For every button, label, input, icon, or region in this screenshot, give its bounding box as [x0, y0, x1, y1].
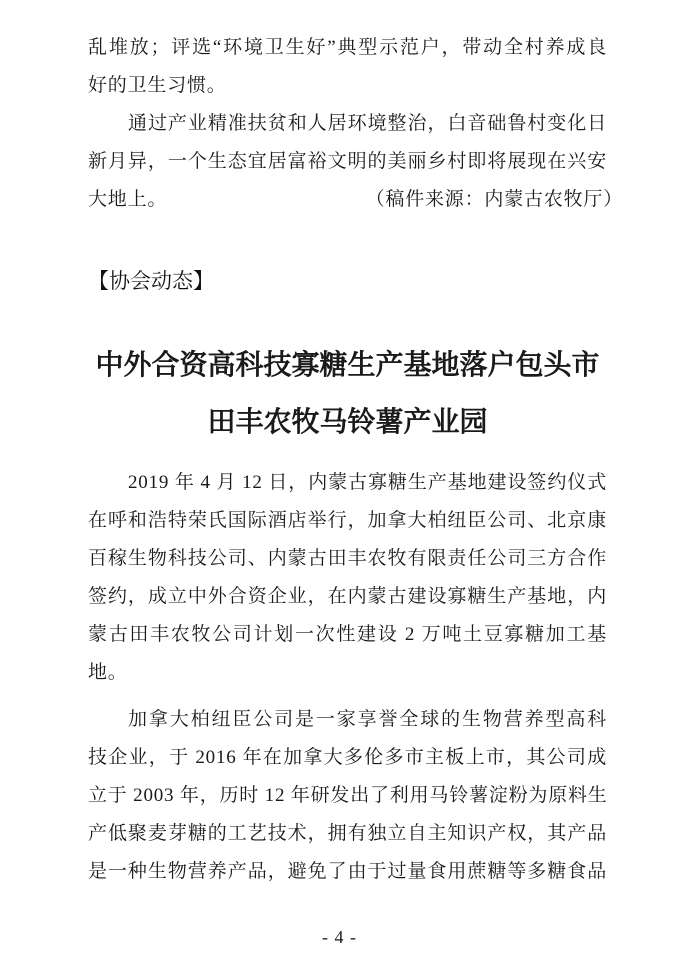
paragraph-line: 2019 年 4 月 12 日，内蒙古寡糖生产基地建设签约仪式	[128, 472, 607, 493]
article-paragraph	[88, 701, 607, 891]
article-title	[88, 337, 607, 451]
paragraph-line	[88, 181, 623, 219]
paragraph-line: 百稼生物科技公司、内蒙古田丰农牧有限责任公司三方合作	[88, 548, 607, 569]
article-title-line: 田丰农牧马铃薯产业园	[207, 407, 488, 438]
article-paragraph	[88, 464, 607, 692]
article-title-line: 中外合资高科技寡糖生产基地落户包头市	[95, 350, 600, 381]
paragraph-line: 签约，成立中外合资企业，在内蒙古建设寡糖生产基地，内	[88, 586, 607, 607]
paragraph-line: 技企业，于 2016 年在加拿大多伦多市主板上市，其公司成	[88, 747, 607, 768]
paragraph-line: 在呼和浩特荣氏国际酒店举行，加拿大柏纽臣公司、北京康	[88, 510, 607, 531]
source-attribution: （稿件来源：内蒙古农牧厅）	[365, 189, 623, 210]
paragraph-line: 新月异，一个生态宜居富裕文明的美丽乡村即将展现在兴安	[88, 151, 607, 172]
page-number: - 4 -	[322, 927, 357, 947]
paragraph-line: 乱堆放；评选“环境卫生好”典型示范户，带动全村养成良	[88, 37, 607, 58]
paragraph-line: 加拿大柏纽臣公司是一家享誉全球的生物营养型高科	[128, 709, 607, 730]
paragraph-end-text: 大地上。	[88, 189, 168, 210]
paragraph-line: 地。	[88, 662, 128, 683]
paragraph-line: 通过产业精准扶贫和人居环境整治，白音础鲁村变化日	[128, 113, 607, 134]
paragraph-line: 产低聚麦芽糖的工艺技术，拥有独立自主知识产权，其产品	[88, 823, 607, 844]
section-heading: 【协会动态】	[88, 270, 214, 293]
previous-article-continuation	[88, 29, 623, 219]
paragraph-line: 是一种生物营养产品，避免了由于过量食用蔗糖等多糖食品	[88, 861, 607, 882]
paragraph-line: 立于 2003 年，历时 12 年研发出了利用马铃薯淀粉为原料生	[88, 785, 608, 806]
paragraph-line: 蒙古田丰农牧公司计划一次性建设 2 万吨土豆寡糖加工基	[88, 624, 607, 645]
paragraph-line: 好的卫生习惯。	[88, 75, 227, 96]
